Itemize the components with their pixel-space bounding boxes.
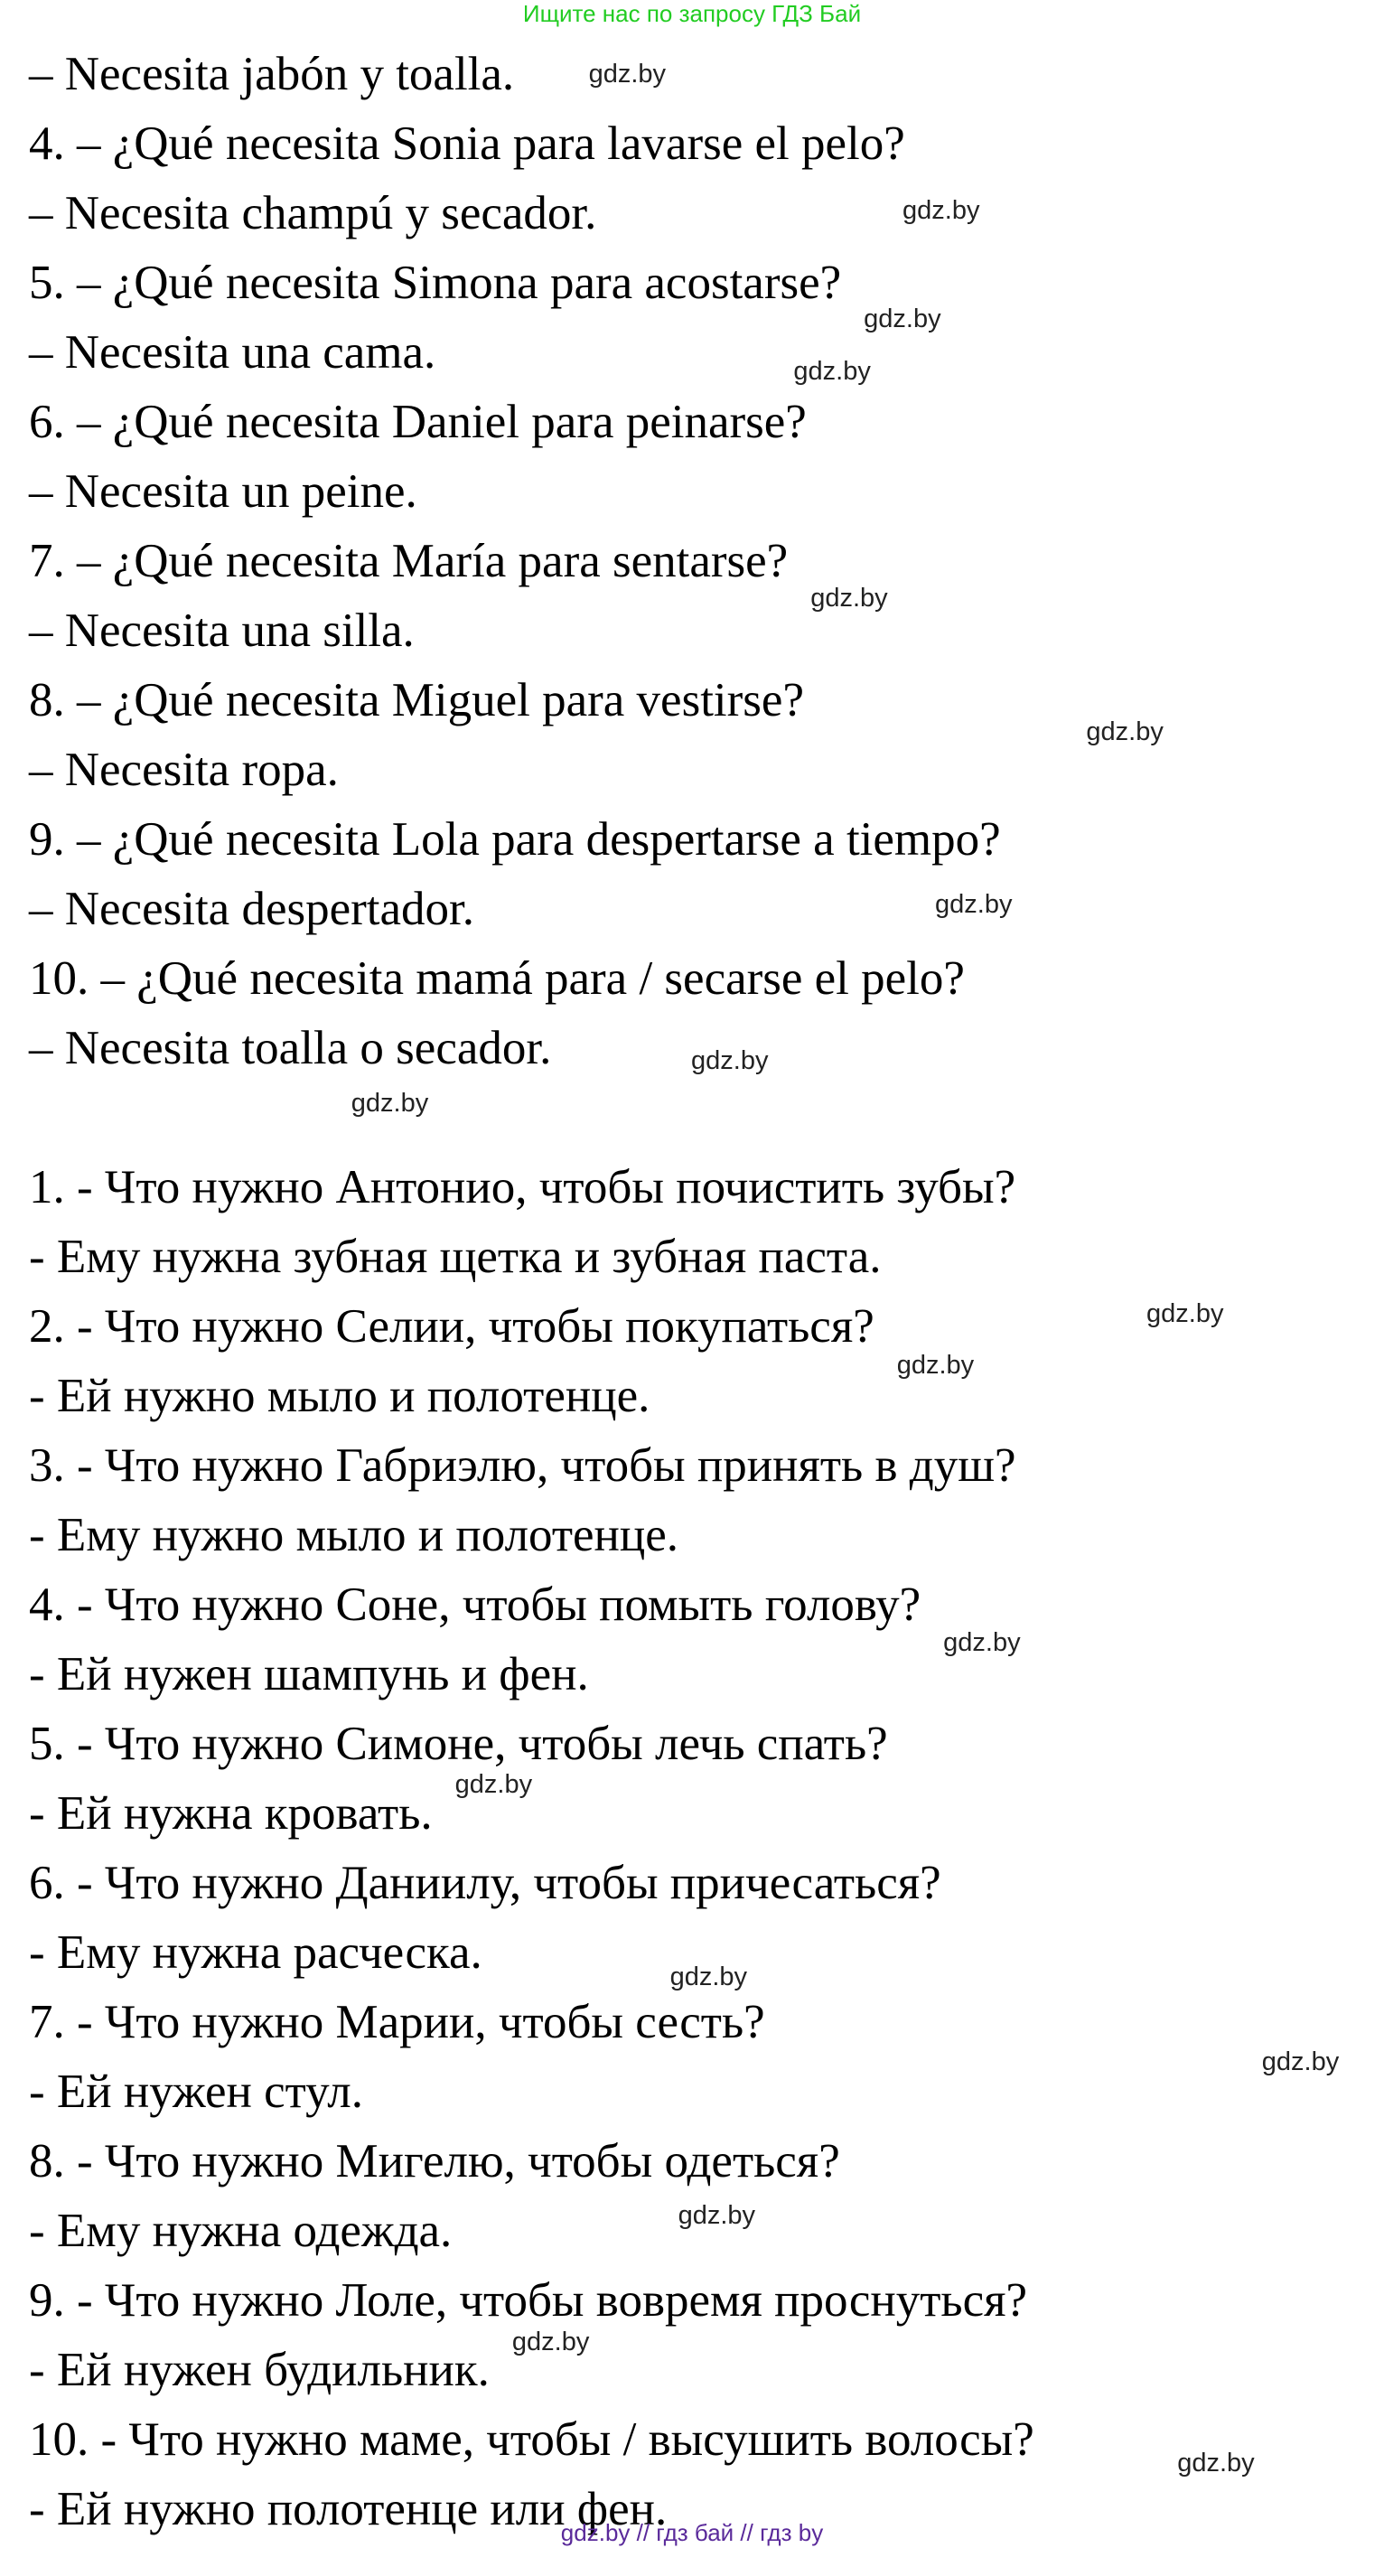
watermark: gdz.by — [669, 1962, 748, 1991]
text-line: 9. – ¿Qué necesita Lola para despertarse a tiempo? — [29, 813, 1001, 866]
text-line: - Ей нужен будильник. — [29, 2344, 490, 2396]
text-line: - Ему нужна зубная щетка и зубная паста. — [29, 1231, 882, 1283]
text-line: 3. - Что нужно Габриэлю, чтобы принять в душ? — [29, 1439, 1016, 1492]
text-line: - Ей нужна кровать. — [29, 1787, 433, 1840]
text-line: - Ей нужно полотенце или фен. — [29, 2483, 668, 2535]
text-line: 6. - Что нужно Даниилу, чтобы причесаться? — [29, 1857, 941, 1909]
watermark: gdz.by — [1146, 1299, 1224, 1329]
text-line: 8. – ¿Qué necesita Miguel para vestirse? — [29, 674, 804, 726]
watermark: gdz.by — [454, 1769, 533, 1799]
text-line: – Necesita ropa. — [29, 744, 339, 796]
watermark: gdz.by — [810, 584, 888, 614]
text-line: 4. – ¿Qué necesita Sonia para lavarse el pelo? — [29, 117, 905, 170]
watermark: gdz.by — [943, 1628, 1021, 1658]
text-line: 10. – ¿Qué necesita mamá para / secarse el pelo? — [29, 952, 965, 1005]
watermark: gdz.by — [864, 304, 941, 334]
watermark: gdz.by — [588, 59, 667, 89]
watermark: gdz.by — [678, 2200, 756, 2230]
text-line: 5. - Что нужно Симоне, чтобы лечь спать? — [29, 1718, 888, 1770]
text-line: – Necesita toalla o secador. — [29, 1022, 552, 1074]
text-line: - Ему нужно мыло и полотенце. — [29, 1509, 679, 1561]
text-line: 4. - Что нужно Соне, чтобы помыть голову? — [29, 1578, 921, 1631]
text-line: 9. - Что нужно Лоле, чтобы вовремя проснуться? — [29, 2274, 1028, 2327]
watermark: gdz.by — [896, 1350, 975, 1380]
text-line: – Necesita una cama. — [29, 326, 436, 379]
text-line: 10. - Что нужно маме, чтобы / высушить волосы? — [29, 2413, 1034, 2466]
text-line: – Necesita despertador. — [29, 883, 474, 935]
text-line: 5. – ¿Qué necesita Simona para acostarse? — [29, 257, 842, 309]
text-line: - Ей нужен шампунь и фен. — [29, 1648, 589, 1700]
footer-links: gdz.by // гдз бай // гдз by — [560, 2519, 824, 2546]
text-line: - Ему нужна одежда. — [29, 2205, 453, 2257]
text-line: 7. - Что нужно Марии, чтобы сесть? — [29, 1996, 765, 2048]
watermark: gdz.by — [691, 1045, 769, 1075]
watermark: gdz.by — [351, 1089, 429, 1119]
text-line: – Necesita champú y secador. — [29, 187, 597, 239]
text-line: – Necesita jabón y toalla. — [29, 48, 515, 100]
text-line: - Ей нужно мыло и полотенце. — [29, 1370, 650, 1422]
text-line: – Necesita un peine. — [29, 465, 417, 518]
text-line: 6. – ¿Qué necesita Daniel para peinarse? — [29, 396, 807, 448]
spanish-answers — [29, 40, 1001, 1083]
text-line: 1. - Что нужно Антонио, чтобы почистить зубы? — [29, 1161, 1016, 1213]
watermark: gdz.by — [1086, 717, 1164, 746]
watermark: gdz.by — [511, 2327, 590, 2356]
text-line: - Ей нужен стул. — [29, 2065, 363, 2118]
watermark: gdz.by — [935, 890, 1013, 919]
watermark: gdz.by — [1177, 2449, 1255, 2478]
text-line: - Ему нужна расческа. — [29, 1926, 482, 1979]
text-line: 2. - Что нужно Селии, чтобы покупаться? — [29, 1300, 874, 1353]
watermark: gdz.by — [793, 357, 871, 387]
watermark: gdz.by — [1261, 2047, 1340, 2077]
text-line: 8. - Что нужно Мигелю, чтобы одеться? — [29, 2135, 840, 2187]
search-hint-header: Ищите нас по запросу ГДЗ Бай — [522, 0, 862, 27]
text-line: – Necesita una silla. — [29, 604, 415, 657]
text-line: 7. – ¿Qué necesita María para sentarse? — [29, 535, 789, 587]
watermark: gdz.by — [902, 195, 980, 225]
